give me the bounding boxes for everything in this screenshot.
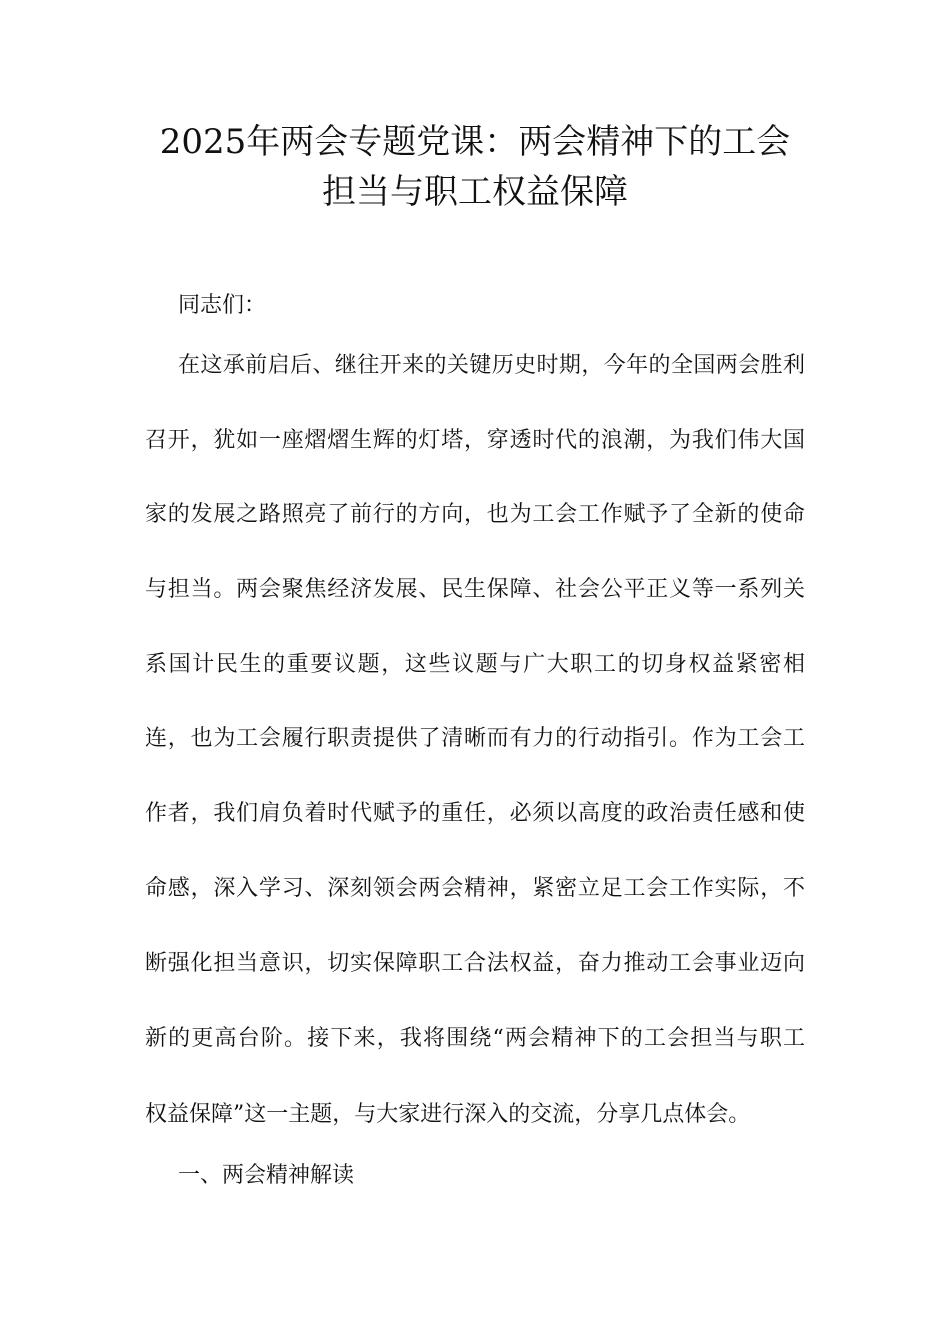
paragraph-line: 系国计民生的重要议题，这些议题与广大职工的切身权益紧密相 — [145, 652, 805, 677]
paragraph-line: 与担当。两会聚焦经济发展、民生保障、社会公平正义等一系列关 — [145, 577, 805, 602]
paragraph-line: 在这承前启后、继往开来的关键历史时期，今年的全国两会胜利 — [178, 353, 805, 378]
paragraph-line: 权益保障”这一主题，与大家进行深入的交流，分享几点体会。 — [145, 1102, 751, 1127]
paragraph-line: 新的更高台阶。接下来，我将围绕“两会精神下的工会担当与职工 — [145, 1026, 805, 1051]
paragraph-line: 断强化担当意识，切实保障职工合法权益，奋力推动工会事业迈向 — [145, 951, 805, 976]
paragraph-line: 召开，犹如一座熠熠生辉的灯塔，穿透时代的浪潮，为我们伟大国 — [145, 428, 805, 453]
paragraph-line: 命感，深入学习、深刻领会两会精神，紧密立足工会工作实际，不 — [145, 876, 805, 901]
salutation: 同志们： — [178, 293, 267, 318]
section-heading: 一、两会精神解读 — [178, 1163, 355, 1188]
paragraph-line: 家的发展之路照亮了前行的方向，也为工会工作赋予了全新的使命 — [145, 502, 805, 527]
document-title-line-1: 2025年两会专题党课：两会精神下的工会 — [159, 122, 791, 162]
paragraph-line: 作者，我们肩负着时代赋予的重任，必须以高度的政治责任感和使 — [145, 801, 805, 826]
paragraph-line: 连，也为工会履行职责提供了清晰而有力的行动指引。作为工会工 — [145, 726, 805, 751]
document-title-line-2: 担当与职工权益保障 — [322, 172, 628, 212]
